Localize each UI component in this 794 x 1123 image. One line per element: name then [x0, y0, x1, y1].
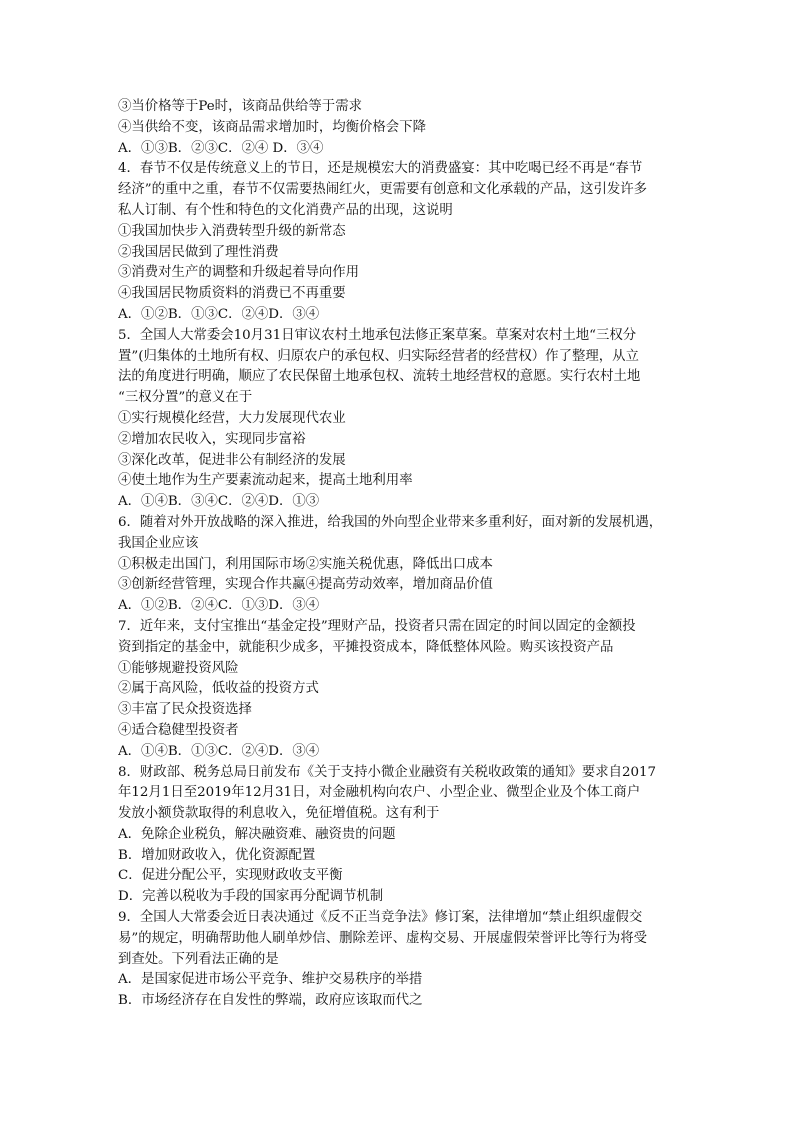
text-line: ②增加农民收入，实现同步富裕	[118, 431, 306, 447]
text-line: ④我国居民物质资料的消费已不再重要	[118, 286, 346, 302]
text-line: 经济”的重中之重，春节不仅需要热闹红火，更需要有创意和文化承载的产品，这引发许多	[118, 182, 648, 198]
text-line: 发放小额贷款取得的利息收入，免征增值税。这有利于	[118, 806, 440, 822]
question-4-stem: 4．春节不仅是传统意义上的节日，还是规模宏大的消费盛宴：其中吃喝已经不再是“春节	[118, 161, 643, 177]
text-line: ④使土地作为生产要素流动起来，提高土地利用率	[118, 473, 413, 489]
text-line: 我国企业应该	[118, 535, 199, 551]
text-line: ③当价格等于Pe时，该商品供给等于需求	[118, 99, 362, 114]
text-line: 法的角度进行明确，顺应了农民保留土地承包权、流转土地经营权的意愿。实行农村土地	[118, 369, 641, 385]
text-line: 资到指定的基金中，就能积少成多，平摊投资成本，降低整体风险。购买该投资产品	[118, 639, 614, 655]
answer-options: A．①④B．①③C．②④D．③④	[118, 743, 320, 759]
answer-options: A．①④B．③④C．②④D．①③	[118, 494, 320, 510]
text-line: 易”的规定，明确帮助他人刷单炒信、删除差评、虚构交易、开展虚假荣誉评比等行为将受	[118, 930, 648, 946]
text-line: ①积极走出国门，利用国际市场②实施关税优惠，降低出口成本	[118, 556, 493, 572]
option-a: A．是国家促进市场公平竞争、维护交易秩序的举措	[118, 972, 423, 988]
option-a: A．免除企业税负，解决融资难、融资贵的问题	[118, 826, 396, 842]
text-line: ①能够规避投资风险	[118, 660, 239, 676]
text-line: ④适合稳健型投资者	[118, 722, 239, 738]
text-line: ③深化改革，促进非公有制经济的发展	[118, 452, 346, 468]
question-7-stem: 7．近年来，支付宝推出“基金定投”理财产品，投资者只需在固定的时间以固定的金额投	[118, 618, 636, 634]
question-6-stem: 6．随着对外开放战略的深入推进，给我国的外向型企业带来多重利好，面对新的发展机遇，	[118, 514, 663, 530]
text-line: “三权分置”的意义在于	[118, 390, 253, 406]
text-line: 年12月1日至2019年12月31日，对金融机构向农户、小型企业、微型企业及个体工商户	[118, 785, 641, 801]
answer-options: A．①③B．②③C．②④ D．③④	[118, 140, 324, 156]
text-line: ③消费对生产的调整和升级起着导向作用	[118, 265, 360, 281]
question-8-stem: 8．财政部、税务总局日前发布《关于支持小微企业融资有关税收政策的通知》要求自2017	[118, 764, 657, 780]
question-5-stem: 5．全国人大常委会10月31日审议农村土地承包法修正案草案。草案对农村土地“三权分	[118, 327, 637, 343]
text-line: ②属于高风险，低收益的投资方式	[118, 681, 319, 697]
text-line: ①实行规模化经营，大力发展现代农业	[118, 410, 346, 426]
text-line: 置”(归集体的土地所有权、归原农户的承包权、归实际经营者的经营权）作了整理，从立	[118, 348, 639, 364]
text-line: ②我国居民做到了理性消费	[118, 244, 279, 260]
option-c: C．促进分配公平，实现财政收支平衡	[118, 868, 343, 884]
text-line: ①我国加快步入消费转型升级的新常态	[118, 223, 346, 239]
text-line: 到查处。下列看法正确的是	[118, 951, 279, 967]
document-page	[118, 97, 684, 1012]
question-9-stem: 9．全国人大常委会近日表决通过《反不正当竞争法》修订案，法律增加“禁止组织虚假交	[118, 910, 643, 926]
text-line: ④当供给不变，该商品需求增加时，均衡价格会下降	[118, 119, 426, 135]
text-line: ③创新经营管理，实现合作共赢④提高劳动效率，增加商品价值	[118, 577, 493, 593]
text-line: ③丰富了民众投资选择	[118, 702, 252, 718]
text-line: 私人订制、有个性和特色的文化消费产品的出现，这说明	[118, 202, 453, 218]
option-d: D．完善以税收为手段的国家再分配调节机制	[118, 889, 384, 905]
answer-options: A．①②B．②④C．①③D．③④	[118, 598, 320, 614]
option-b: B．市场经济存在自发性的弊端，政府应该取而代之	[118, 993, 423, 1009]
option-b: B．增加财政收入，优化资源配置	[118, 847, 316, 863]
answer-options: A．①②B．①③C．②④D．③④	[118, 306, 320, 322]
